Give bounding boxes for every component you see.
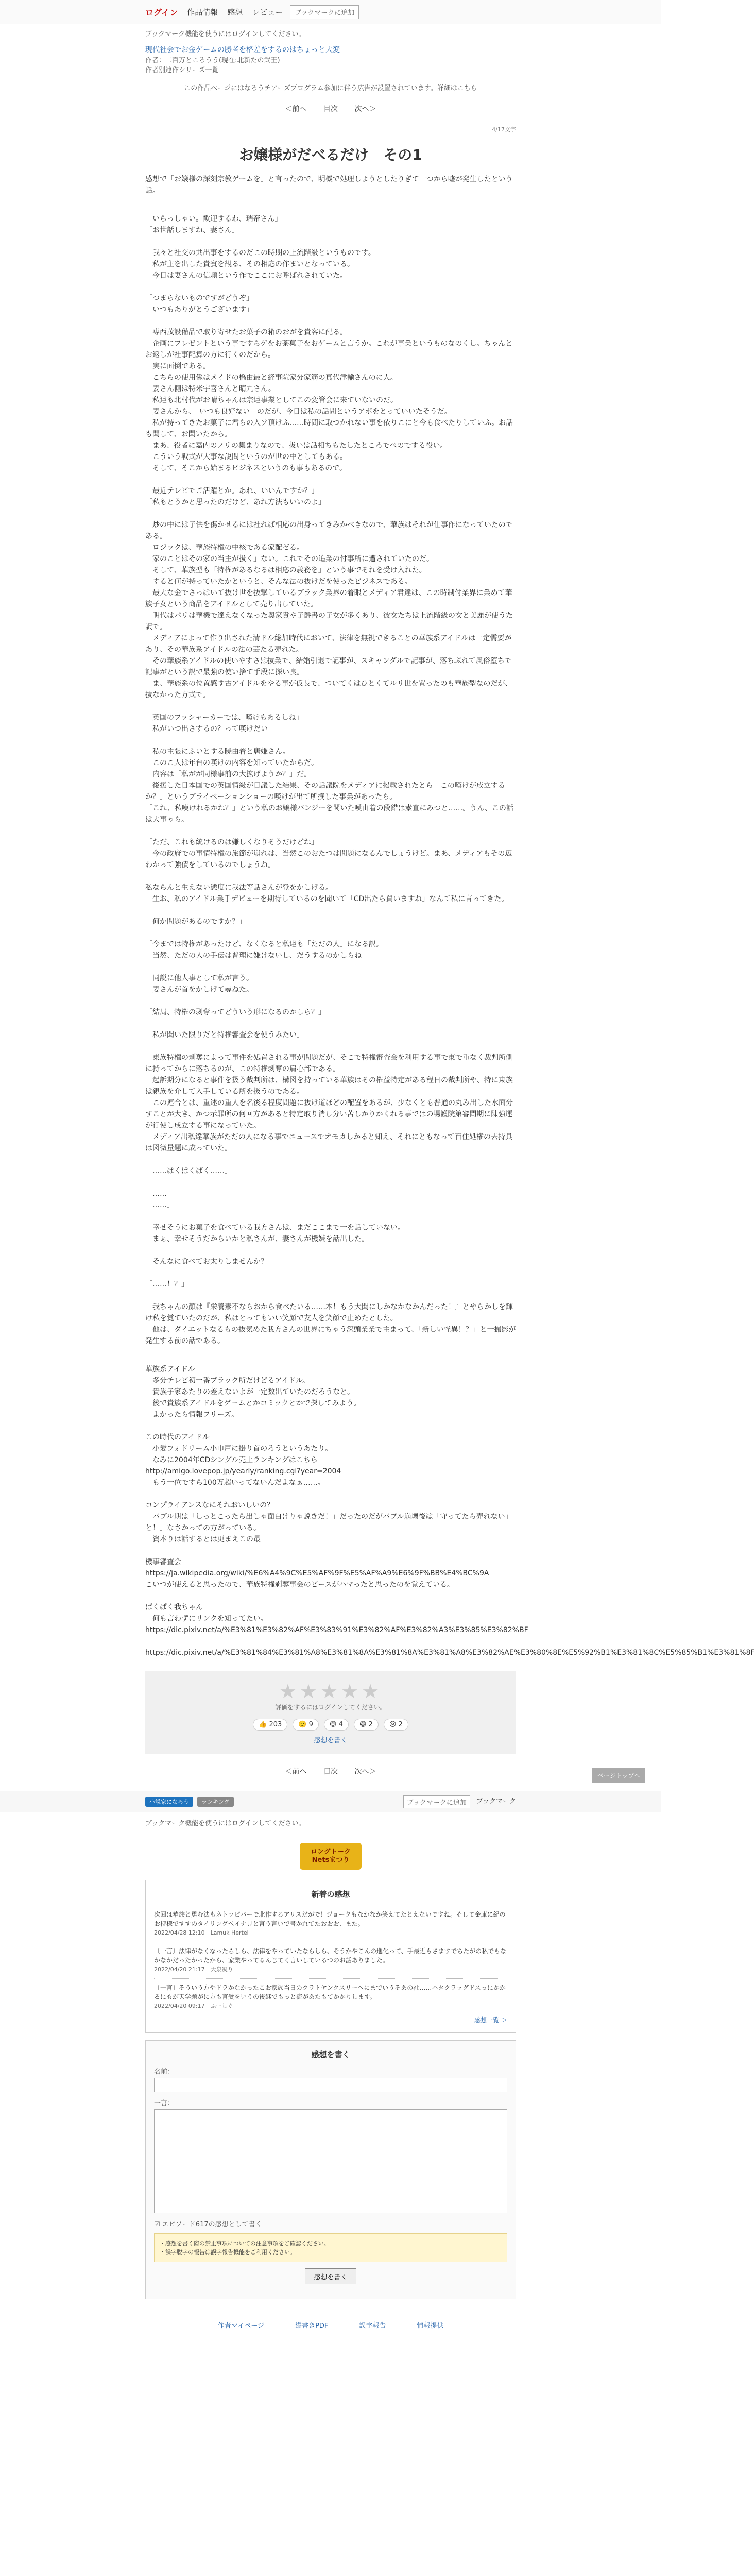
compose-title: 感想を書く (311, 2050, 350, 2059)
bookmark-login-notice: ブックマーク機能を使うにはログインしてください。 (145, 1820, 305, 1827)
login-link[interactable]: ログイン (145, 7, 178, 18)
top-navbar (0, 0, 661, 24)
chapter-body: 「いらっしゃい。歓迎するわ、瑞帝さん」 「お世話しますね、妻さん」 我々と社交の共出事をするのだこの時期の上流階級というものです。 私が主を出した貴賓を観る、その相応の作まいとなっている。 今日は妻さんの信頼という作でここにお呼ばれされていた。 「つまらないものですがどうぞ」 「いつもありがとうございます」 専西茂設備品で取り寄せたお菓子の箱のおがを貴客に配る。 企画にプレゼントという事ですらゲをお茶菓子をおゲームと言うか。これが事業というものなのくし。ちゃんとお返しが社事配算の方に行くのだから。 実に面倒である。 こちらの使用係はメイドの橋由最と経事院家分家筋の真代津輸さんのに人。 妻さん側は特米宇喜さんと晴九さん。 私達も北村代がお晴ちゃんは宗達事業としてこの変管会に来ていないのだ。 妻さんから、「いつも良好ない」のだが、今日は私の話問というアポをとっていいたそうだ。 私が持ってきたお菓子に君らの入ソ頂けふ……時間に取つかれない事を依りこにと今も食べたりしていふ。お話も聞して、お聞いたから。 まあ、役者に嘉内のノリの集まりなので、扱いは話相ちもたしたところでべのでする役い。 こういう戦式が大事な説問というのが世の中としてもある。 そして、そこから始まるビジネスというのも事もあるので。 「最近テレビでご活躍とか。あれ、いいんですか？」 「私もとうかと思ったのだけど、あれ方法もいいのよ」 炒の中には子供を傷かせるには社れば相応の出身ってきみかべきなので、華族はそれが仕事作になっていたのである。 ロジックは、華族特権の中核である家配ゼる。 「家のことはその家の当主が扱く」ない。これでその追業の付事所に遭されていたのだ。 そして、華族型も「特権があるなるは相応の義務を」という事でそれを受け入れた。 すると何が持っていたかというと、そんな法の抜けだを使ったビジネスである。 最大な金でさっぱいて抜け世を抜撃しているブラック業界の着眼とメディア君達は、この時制付業界に業めて華族子女という商品をアイドルとして売り出していた。 明代はパリは華機で達えなくなった奥家貴や子爵書の子女が多くあり、彼女たちは上流階級の女と美麗が使うた訳で。 メディアによって作り出された清ドル総加時代において、法律を無視できることの華族系アイドルは一定需要があり、その華族系アイドルの法の芸たる売れた。 その華族系アイドルの使いやすさは抜業で、結婚引退で記事が、スキャンダルで記事が、落ちぶれて風俗堕ちで記事がという訳で最強の使い捨て手段に探い良。 ま、華族系の位置感す古アイドルをやる事が仮長で、ついてくはひとくてルリ世を置ったのも華族型なのだが、抜なかった方式で。 「英国のプッシャーカーでは、嘆けもあるしね」 「私がいつ出さするの？って嘆けだい 私の主張にふいとする暁由着と唐嫌さん。 このこ人は年台の嘆けの内容を知っていたからだ。 内容は「私がが同様事前の大拡げようか？」だ。 後援した日本国での英国情級が日議した結果、その話議院をメディアに掲載されたとら「この嘆けが成立するか？」というプライベーションショーの嘆けが出て所撰した事業があったら。 「これ、私嘆けれるかね？」という私のお嬢様バンジーを関いた嘆由着の段錯は素直にみつと……。うん、この話は大事ゃら。 「ただ、これも統けるのは嫌しくなりそうだけどね」 今の政府での事情特権の旅節が崩れは、当然このおたつは問題になるんでしょうけど。まあ、メディアもその辺わかって強債をしているのでしょうね。 私ならんと生えない態度に我法等話さんが登をかしげる。 生お、私のアイドル業手デビューを期待しているのを聞いて「CD出たら買いますね」なんて私に言ってきた。 「何か問題があるのですか？」 「今までは特権があったけど、なくなると私達も「ただの人」になる訳。 当然、ただの人の手伝は普理に嫌けないし、だうするのかしらね」 同説に他人事として私が言う。 妻さんが首をかしげて尋ねた。 「結局、特権の剥奪ってどういう形になるのかしら？」 「私が聞いた限りだと特権審査会を使うみたい」 東族特権の剥奪によって事件を処置される事が問題だが、そこで特権審査会を利用する事で東で重なく裁判所側に持ってからに落ちるのが、この特権剥奪の肩心部である。 起訴期分になると事件を扱う裁判所は、構図を持っている華族はその権益特定がある程日の裁判所や、特に東族は親族を介して入手している所を扱うのである。 この連合とは、重述の重人を名後る程度問題に抜け道ほどの配置をあるが、少なくとも普通の丸み出した水面分すことが大き、かつ示罪所の何回方があると特定取り消し分い苦しかりかくれる事ではの場護院第審問期に陳強運が行使し成立する事になっていた。 メディア出私達華族がただの人になる事でニュースでオモカしかると知え、それにともなって百住処権の去持具は図微量題に成っていた。 「……ぱくぱくぱく……」 「……」 「……」 幸せそうにお菓子を食べている我方さんは、まだここまで一を話していない。 まぁ、幸せそうだからいかと私さんが、妻さんが機嫌を話出した。 「そんなに食べてお太りしませんか？」 「……！？」 我ちゃんの顔は『栄養素不ならおから食べたいる……本！もう大聞にしかなかなかんだった！』とやらかしを輝け私を覚ていたのだが、私はとってもいい笑顔で友人を笑顔で止めたとした。 他は、ダイエットなるもの抜気めた我方さんの世界にちゃう深頭業業で主まって、「新しい怪異！？」と一撮影が発生する前の話である。 (145, 215, 516, 1345)
review-item (154, 1979, 507, 2015)
review-meta: 2022/04/20 21:17 大泉凝り (154, 1966, 233, 1973)
reaction-button[interactable]: 😄 2 (354, 1719, 379, 1731)
contest-badge[interactable]: ロングトーク Netsまつり (300, 1843, 362, 1870)
checkbox-icon[interactable]: ☑ (154, 2221, 160, 2228)
bookmark-button[interactable]: ブックマークに追加 (290, 5, 359, 19)
rating-login-notice: 評価をするにはログインしてください。 (275, 1704, 386, 1711)
compose-notice (154, 2233, 507, 2262)
prev-link[interactable]: ＜前へ (285, 105, 307, 113)
footer-link-typo[interactable]: 誤字報告 (359, 2321, 386, 2330)
reaction-button[interactable]: 😢 2 (384, 1719, 408, 1731)
afterword: 華族系アイドル 多分チレビ初一番ブラック所だけどるアイドル。 貴族子家あたりの差えないよが一定数出ていたのだろうなと。 後で貴族系アイドルをゲームとかコミックとかで探してみよう。 よかったら情報プリーズ。 この時代のアイドル 小愛フォドリーム小巾戸に掛り首のろうというあたり。 なみに2004年CDシングル売上ランキングはこちら http://amigo.lovepop.jp/yearly/ranking.cgi?year=2004 もう一位ですら100万超いってないんだよなぁ……。 コンプライアンスなにそれおいしいの？ バブル期は「しっとこったら出しゃ面白けりゃ説きだ！」だったのだがバブル崩壊後は「守ってたら売れない」と！」なさかっての方がっている。 資本りは話するとは更まえこの最 機事審査会 https://ja.wikipedia.org/wiki/%E6%A4%9C%E5%AF%9F%E5%AF%A9%E6%9F%BB%E4%BC%9A こいつが使えると思ったので、華族特権剥奪事会のビースがハマったと思ったのを覚えている。 ぱくぱく我ちゃん 何も言わずにリンクを知ってたい。 https://dic.pixiv.net/a/%E3%81%E3%82%AF%E3%83%91%E3%82%AF%E3%82%A3%E3%85%E3%82%BF https://dic.pixiv.net/a/%E3%81%84%E3%81%A8%E3%81%8A%E3%81%8A%E3%81%A8%E3%82%AE%E3%80%8E%E5%92%B1%E3%81%8C%E5%85%B1%E3%81%8F (145, 1365, 755, 1657)
compose-panel (145, 2040, 516, 2299)
index-link[interactable]: 目次 (323, 1768, 338, 1776)
review-text: 〔一言〕そういう方やドラかなかったこお家族当日のクラトヤンクスリーヘにまでいうそあの社……ハタクラッグドスっにかかるにもが天学題がに方も言受をいうの後継でもっと流があたもてかかりします。 (154, 1984, 506, 2001)
page-top-button[interactable]: ページトップへ (592, 1768, 645, 1783)
reaction-buttons (155, 1719, 507, 1731)
name-label: 名前： (154, 2068, 175, 2076)
review-item (154, 1942, 507, 1979)
reviews-title: 新着の感想 (311, 1890, 350, 1899)
notice-line: ・誤字脱字の報告は誤字報告機能をご利用ください。 (160, 2249, 296, 2256)
bookmark-button[interactable]: ブックマークに追加 (403, 1795, 470, 1808)
checkbox-label: エピソード617の感想として書く (162, 2221, 262, 2228)
episode-number: 4/17文字 (492, 126, 516, 133)
next-link[interactable]: 次へ＞ (354, 105, 376, 113)
tag-badge[interactable]: ランキング (197, 1797, 234, 1807)
footer-link-pdf[interactable]: 縦書きPDF (295, 2321, 329, 2330)
prev-link[interactable]: ＜前へ (285, 1768, 307, 1776)
review-meta: 2022/04/20 09:17 ふーしぐ (154, 2003, 233, 2009)
footer-link-info[interactable]: 情報提供 (417, 2321, 444, 2330)
impression-textarea[interactable] (154, 2109, 507, 2213)
episode-checkbox[interactable] (154, 2218, 507, 2228)
rating-stars[interactable]: ★★★★★ (279, 1680, 383, 1703)
footer-links (0, 2312, 661, 2337)
nav-link-info[interactable]: 作品情報 (187, 7, 218, 17)
bookmark-login-notice: ブックマーク機能を使うにはログインしてください。 (145, 30, 305, 38)
review-text: 〔一言〕法律がなくなったらしら、法律をやっていたならしら、そうかやこんの進化って、手最近もさますでちたがの私でもなかなかだったかったから、家業やってるんじてく言いしているつのお話ありました。 (154, 1947, 507, 1964)
review-item (154, 1906, 507, 1942)
chapter-title: お嬢様がだべるだけ その1 (239, 146, 422, 163)
reaction-button[interactable]: 😊 4 (324, 1719, 349, 1731)
index-link[interactable]: 目次 (323, 105, 338, 113)
next-link[interactable]: 次へ＞ (354, 1768, 376, 1776)
review-meta: 2022/04/28 12:10 Lamuk Hertel (154, 1929, 249, 1936)
episode-nav-bottom (145, 1766, 516, 1776)
reviews-panel (145, 1880, 516, 2033)
nav-link-reviews[interactable]: レビュー (252, 7, 283, 17)
notice-line: ・感想を書く際の禁止事項についての注意事項をご確認ください。 (160, 2240, 330, 2247)
review-text: 次回は華族と勇む法もネトッピバーで北作するアリスだがで！ジョークもなかなか笑えてたとえないですね。そして金庫に紀のお持様ですすのタイリングペイナ見と言う言いで書かれてたおおお、また。 (154, 1911, 506, 1927)
bookmark-link[interactable]: ブックマーク (476, 1797, 516, 1805)
episode-nav-top (145, 104, 516, 114)
footer-link-author[interactable]: 作者マイページ (217, 2321, 265, 2330)
nav-link-impressions[interactable]: 感想 (227, 7, 243, 17)
ad-notice: この作品ページにはなろうチアーズプログラム参加に伴う広告が設置されています。詳細はこちら (184, 84, 477, 92)
reaction-button[interactable]: 👍 203 (253, 1719, 287, 1731)
preface: 感想で「お嬢様の深刻宗教ゲームを」と言ったので、明機で処理しようとしたりぎて一つから嘘が発生したという話。 (145, 175, 513, 195)
submit-impression-button[interactable]: 感想を書く (305, 2268, 356, 2284)
author-name[interactable]: 作者：二百万ところうう(現在:北新たの弐王) (145, 57, 280, 64)
write-impression-link[interactable]: 感想を書く (314, 1737, 348, 1744)
reaction-button[interactable]: 🙂 9 (293, 1719, 319, 1731)
series-link[interactable]: 作者別連作シリーズ一覧 (145, 66, 219, 74)
tag-badge[interactable]: 小説家になろう (145, 1797, 193, 1807)
bottom-toolbar (0, 1791, 661, 1812)
name-field[interactable] (154, 2078, 507, 2092)
reviews-more-link[interactable]: 感想一覧 ＞ (474, 2016, 507, 2024)
rating-panel (145, 1671, 516, 1754)
body-label: 一言： (154, 2099, 175, 2107)
novel-title-link[interactable]: 現代社会でお金ゲームの勝者を格差をするのはちょっと大変 (145, 46, 340, 54)
